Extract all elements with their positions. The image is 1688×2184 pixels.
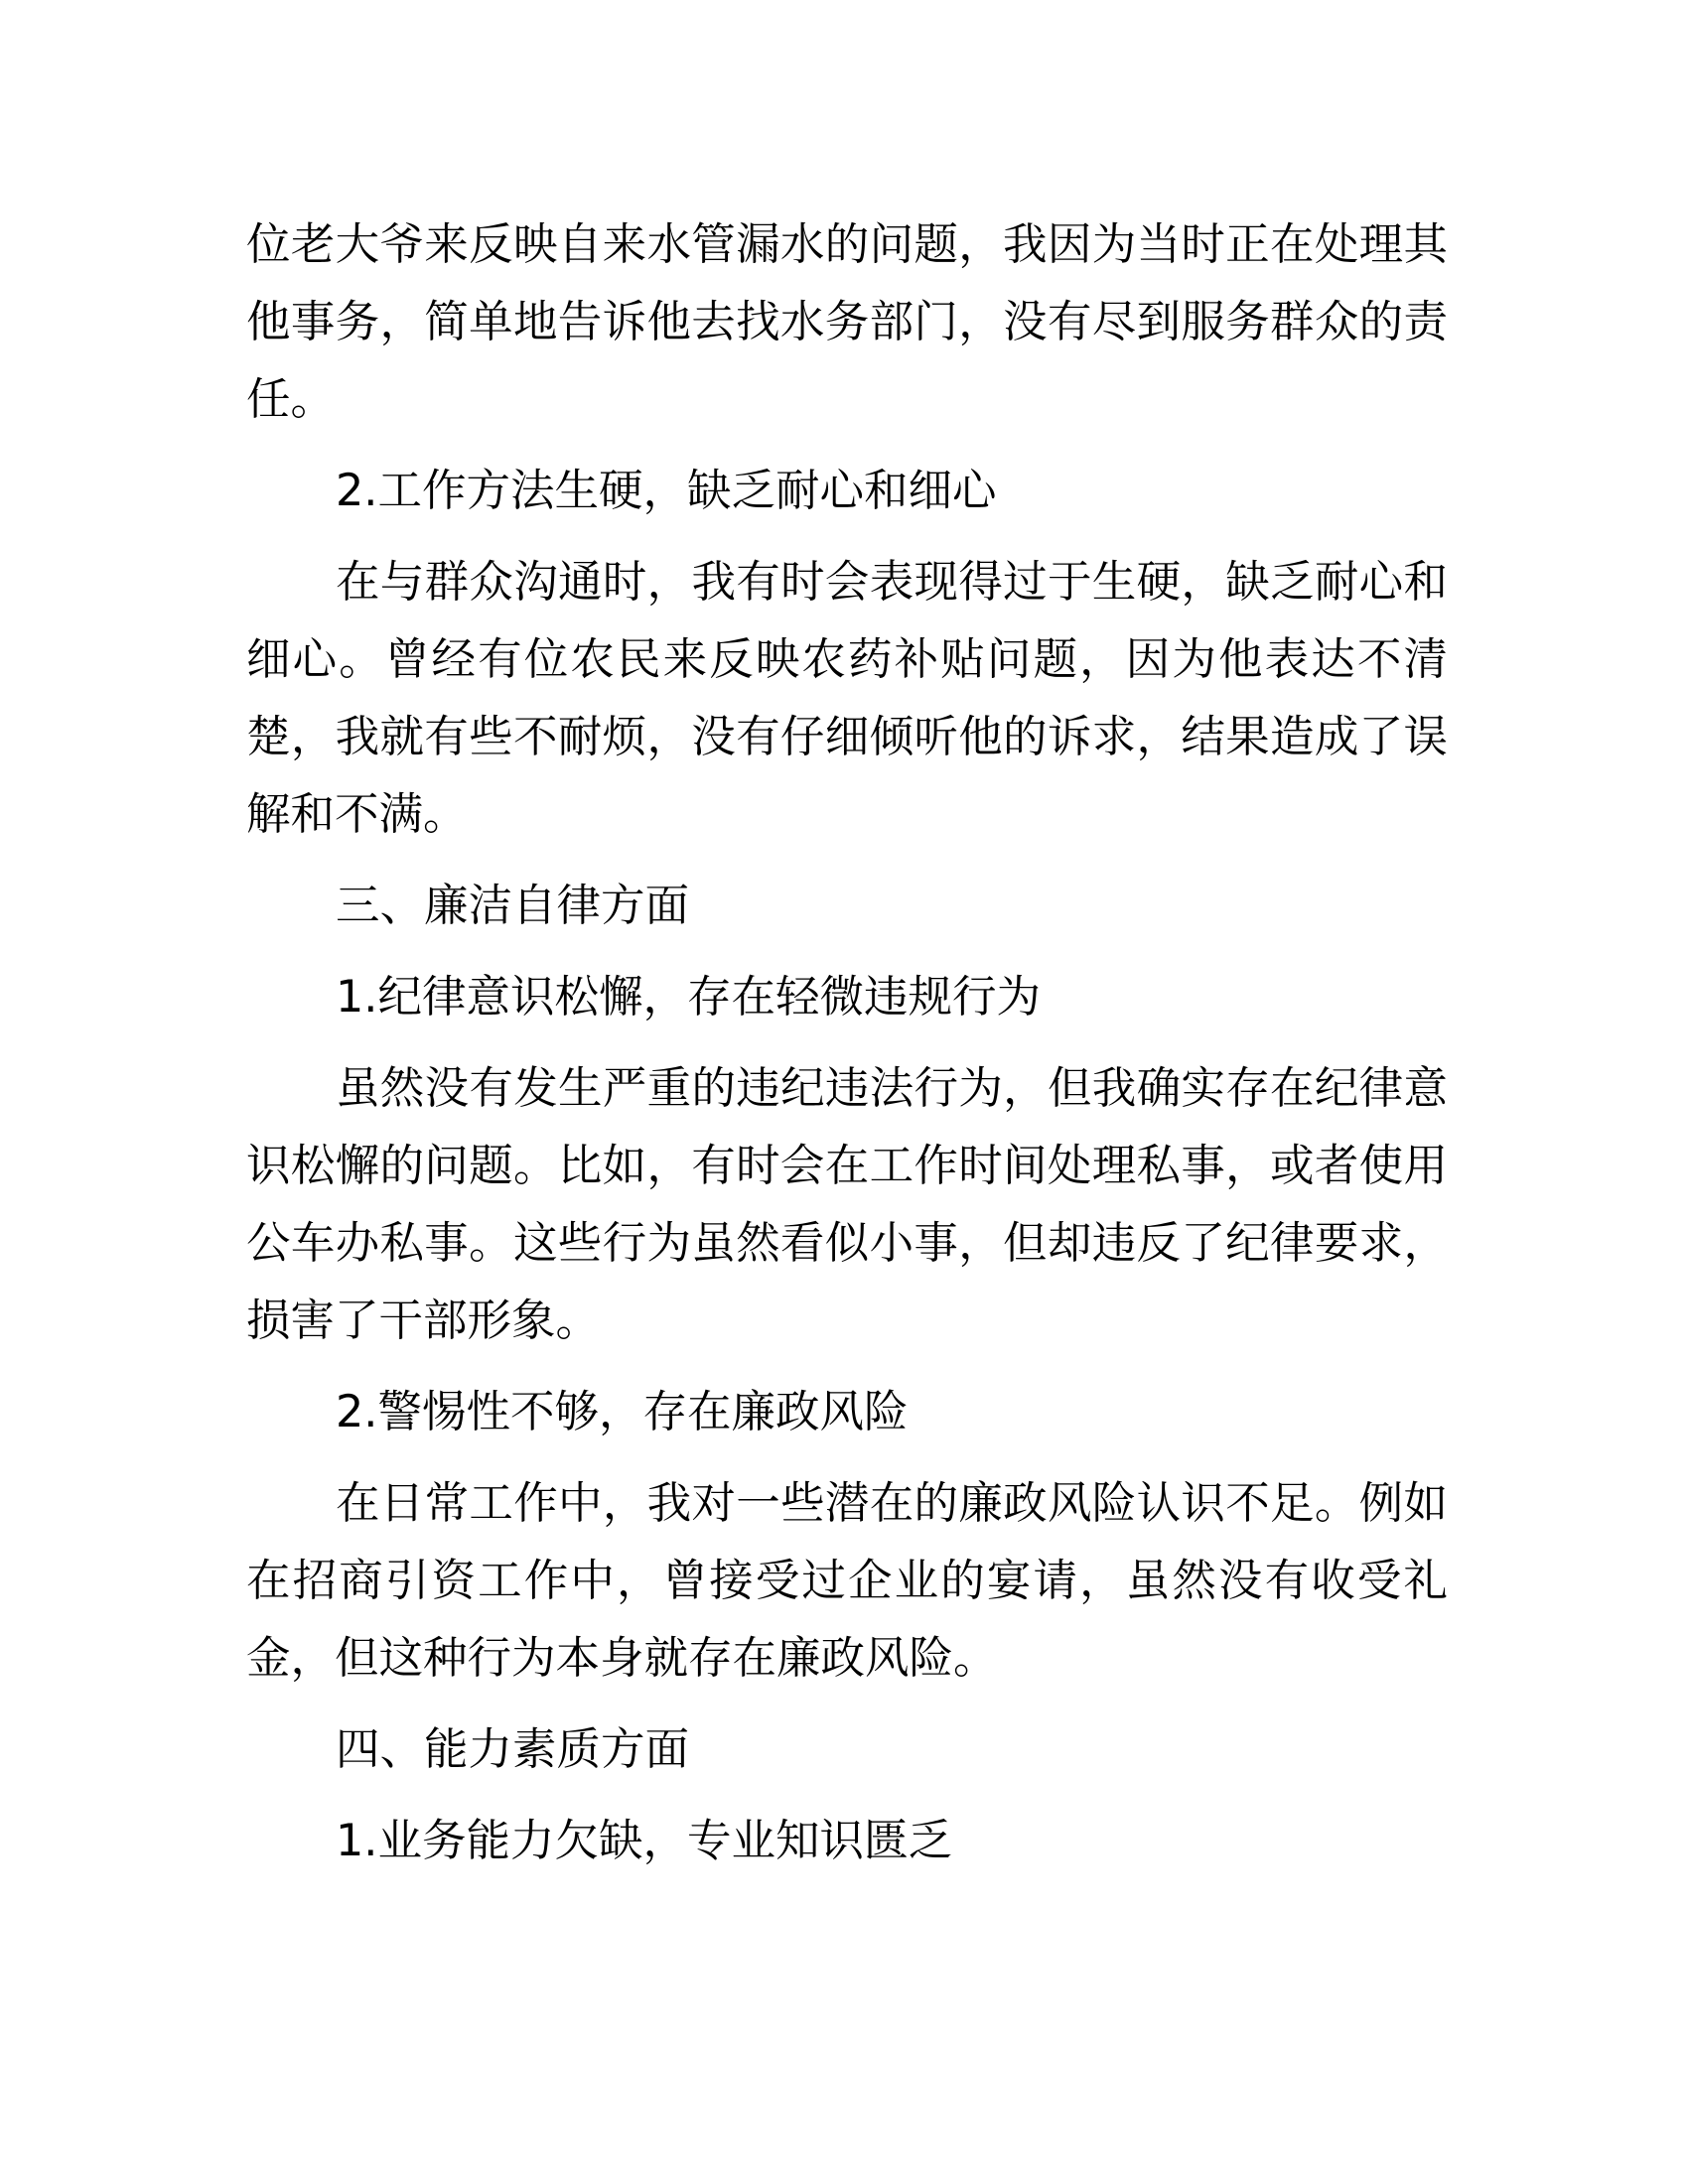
paragraph-vigilance: 在日常工作中，我对一些潜在的廉政风险认识不足。例如在招商引资工作中，曾接受过企业的宴请，虽然没有收受礼金，但这种行为本身就存在廉政风险。 xyxy=(246,1478,1448,1684)
paragraph-continuation: 位老大爷来反映自来水管漏水的问题，我因为当时正在处理其他事务，简单地告诉他去找水务部门，没有尽到服务群众的责任。 xyxy=(246,219,1448,425)
subheading-work-method: 2.工作方法生硬，缺乏耐心和细心 xyxy=(336,466,997,516)
subheading-business-ability: 1.业务能力欠缺，专业知识匮乏 xyxy=(336,1816,952,1866)
document-body xyxy=(246,206,1448,1894)
paragraph-discipline: 虽然没有发生严重的违纪违法行为，但我确实存在纪律意识松懈的问题。比如，有时会在工作时间处理私事，或者使用公车办私事。这些行为虽然看似小事，但却违反了纪律要求，损害了干部形象。 xyxy=(246,1063,1448,1346)
subheading-vigilance: 2.警惕性不够，存在廉政风险 xyxy=(336,1387,909,1437)
section-heading-integrity: 三、廉洁自律方面 xyxy=(336,881,690,931)
paragraph-communication: 在与群众沟通时，我有时会表现得过于生硬，缺乏耐心和细心。曾经有位农民来反映农药补贴问题，因为他表达不清楚，我就有些不耐烦，没有仔细倾听他的诉求，结果造成了误解和不满。 xyxy=(246,557,1448,840)
section-heading-ability: 四、能力素质方面 xyxy=(336,1724,690,1775)
subheading-discipline: 1.纪律意识松懈，存在轻微违规行为 xyxy=(336,972,1041,1023)
